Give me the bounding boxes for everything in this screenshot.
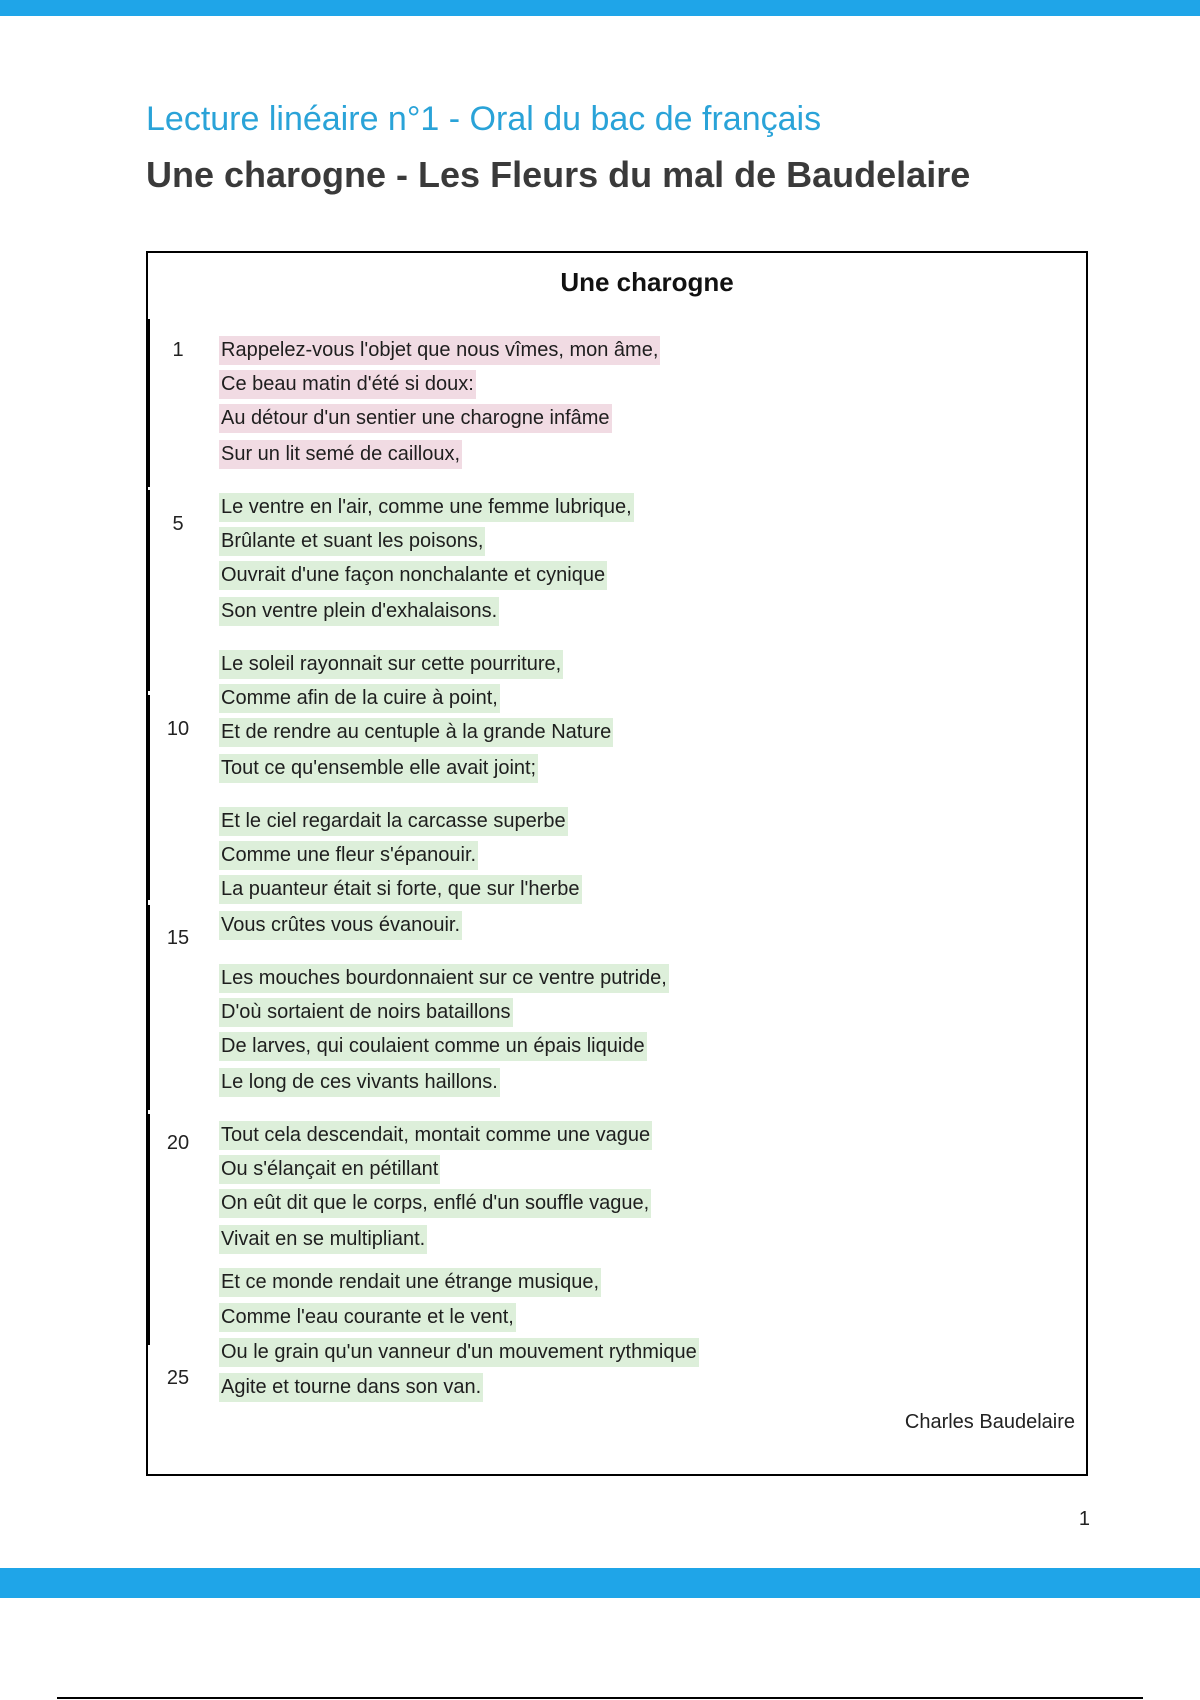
poem-line: On eût dit que le corps, enflé d'un souffle vague, bbox=[219, 1189, 651, 1218]
poem-line: Le ventre en l'air, comme une femme lubrique, bbox=[219, 493, 634, 522]
poem-line: Au détour d'un sentier une charogne infâme bbox=[219, 404, 612, 433]
poem-line: Le long de ces vivants haillons. bbox=[219, 1068, 500, 1097]
top-accent-bar bbox=[0, 0, 1200, 16]
poem-title: Une charogne bbox=[560, 267, 734, 297]
poem-line: De larves, qui coulaient comme un épais liquide bbox=[219, 1032, 647, 1061]
poem-line: Et ce monde rendait une étrange musique, bbox=[219, 1268, 601, 1297]
line-number: 10 bbox=[166, 718, 190, 740]
poem-line: Comme une fleur s'épanouir. bbox=[219, 841, 478, 870]
line-number: 15 bbox=[166, 927, 190, 949]
poem-line: Tout cela descendait, montait comme une vague bbox=[219, 1121, 652, 1150]
poem-line: D'où sortaient de noirs bataillons bbox=[219, 998, 513, 1027]
poem-line: Les mouches bourdonnaient sur ce ventre putride, bbox=[219, 964, 669, 993]
line-number: 5 bbox=[172, 513, 184, 535]
bottom-accent-bar bbox=[0, 1568, 1200, 1598]
line-number: 20 bbox=[166, 1132, 190, 1154]
footer-divider bbox=[57, 1697, 1143, 1699]
poem-box bbox=[146, 251, 1088, 1476]
poem-line: La puanteur était si forte, que sur l'herbe bbox=[219, 875, 582, 904]
poem-line: Comme l'eau courante et le vent, bbox=[219, 1303, 516, 1332]
poem-line: Tout ce qu'ensemble elle avait joint; bbox=[219, 754, 538, 783]
poem-line: Vivait en se multipliant. bbox=[219, 1225, 427, 1254]
poem-line: Comme afin de la cuire à point, bbox=[219, 684, 500, 713]
line-number: 25 bbox=[166, 1367, 190, 1389]
poem-line: Brûlante et suant les poisons, bbox=[219, 527, 485, 556]
poem-line: Vous crûtes vous évanouir. bbox=[219, 911, 462, 940]
poem-line: Son ventre plein d'exhalaisons. bbox=[219, 597, 499, 626]
poem-line: Ce beau matin d'été si doux: bbox=[219, 370, 476, 399]
page-subtitle: Lecture linéaire n°1 - Oral du bac de français bbox=[146, 100, 822, 138]
page-title: Une charogne - Les Fleurs du mal de Baudelaire bbox=[146, 154, 971, 195]
poem-line: Et le ciel regardait la carcasse superbe bbox=[219, 807, 568, 836]
poem-line: Ouvrait d'une façon nonchalante et cynique bbox=[219, 561, 607, 590]
poem-line: Ou s'élançait en pétillant bbox=[219, 1155, 440, 1184]
poem-line: Sur un lit semé de cailloux, bbox=[219, 440, 462, 469]
poem-line: Rappelez-vous l'objet que nous vîmes, mon âme, bbox=[219, 336, 660, 365]
poem-author: Charles Baudelaire bbox=[904, 1411, 1075, 1433]
page-number: 1 bbox=[1078, 1508, 1090, 1530]
poem-line: Et de rendre au centuple à la grande Nature bbox=[219, 718, 613, 747]
poem-line: Ou le grain qu'un vanneur d'un mouvement rythmique bbox=[219, 1338, 699, 1367]
poem-line: Le soleil rayonnait sur cette pourriture, bbox=[219, 650, 563, 679]
poem-line: Agite et tourne dans son van. bbox=[219, 1373, 483, 1402]
line-number: 1 bbox=[172, 339, 184, 361]
